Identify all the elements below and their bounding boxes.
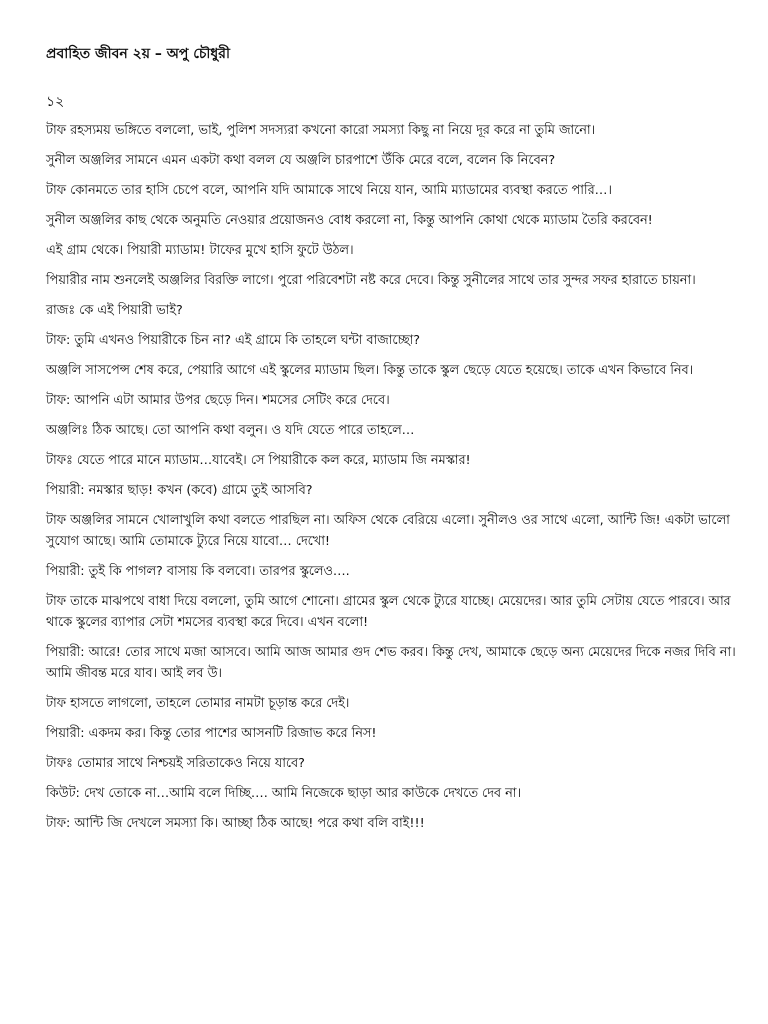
paragraph: টাফ: আন্টি জি দেখলে সমস্যা কি। আচ্ছা ঠিক আছে! পরে কথা বলি বাই!!! (46, 816, 425, 831)
story-text (46, 120, 736, 834)
chapter-number: ১২ (46, 94, 65, 110)
paragraph: টাফ: তুমি এখনও পিয়ারীকে চিন না? এই গ্রামে কি তাহলে ঘন্টা বাজাচ্ছো? (46, 333, 421, 348)
paragraph: পিয়ারীর নাম শুনলেই অঞ্জলির বিরক্তি লাগে। পুরো পরিবেশটা নষ্ট করে দেবে। কিন্তু সুনীলের সাথে তার সুন্দর সফর হারাতে চায়না। (46, 273, 696, 288)
paragraph: রাজঃ কে এই পিয়ারী ভাই? (46, 303, 183, 318)
paragraph: পিয়ারী: একদম কর। কিন্তু তোর পাশের আসনটি রিজাভ করে নিস! (46, 726, 377, 741)
paragraph: টাফ কোনমতে তার হাসি চেপে বলে, আপনি যদি আমাকে সাথে নিয়ে যান, আমি ম্যাডামের ব্যবস্থা করতে পারি…। (46, 183, 613, 198)
paragraph: টাফ অঞ্জলির সামনে খোলাখুলি কথা বলতে পারছিল না। অফিস থেকে বেরিয়ে এলো। সুনীলও ওর সাথে এলো, আন্টি জি! একটা ভালো সুযোগ আছে। আমি তোমাকে ট্যুরে নিয়ে যাবো… দেখো! (46, 513, 730, 549)
paragraph: টাফ হাসতে লাগলো, তাহলে তোমার নামটা চূড়ান্ত করে দেই। (46, 696, 350, 711)
paragraph: টাফ তাকে মাঝপথে বাধা দিয়ে বললো, তুমি আগে শোনো। গ্রামের স্কুল থেকে ট্যুরে যাচ্ছে। মেয়েদের। আর তুমি সেটায় যেতে পারবে। আর থাকে স্কুলের ব্যাপার সেটা শমসের ব্যবস্থা করে দিবে। এখন বলো! (46, 594, 731, 630)
paragraph: সুনীল অঞ্জলির সামনে এমন একটা কথা বলল যে অঞ্জলি চারপাশে উঁকি মেরে বলে, বলেন কি নিবেন? (46, 153, 556, 168)
paragraph: কিউট: দেখ তোকে না…আমি বলে দিচ্ছি…. আমি নিজেকে ছাড়া আর কাউকে দেখতে দেব না। (46, 786, 522, 801)
paragraph: সুনীল অঞ্জলির কাছ থেকে অনুমতি নেওয়ার প্রয়োজনও বোধ করলো না, কিন্তু আপনি কোথা থেকে ম্যাডাম তৈরি করবেন! (46, 213, 653, 228)
paragraph: টাফঃ তোমার সাথে নিশ্চয়ই সরিতাকেও নিয়ে যাবে? (46, 756, 305, 771)
paragraph: টাফঃ যেতে পারে মানে ম্যাডাম…যাবেই। সে পিয়ারীকে কল করে, ম্যাডাম জি নমস্কার! (46, 453, 471, 468)
document-title: প্রবাহিত জীবন ২য় – অপু চৌধুরী (46, 46, 230, 62)
paragraph: পিয়ারী: নমস্কার ছাড়! কখন (কবে) গ্রামে তুই আসবি? (46, 483, 313, 498)
paragraph: টাফ: আপনি এটা আমার উপর ছেড়ে দিন। শমসের সেটিং করে দেবে। (46, 393, 390, 408)
paragraph: টাফ রহস্যময় ভঙ্গিতে বললো, ভাই, পুলিশ সদস্যরা কখনো কারো সমস্যা কিছু না নিয়ে দূর করে না তুমি জানো। (46, 123, 596, 138)
paragraph: এই গ্রাম থেকে। পিয়ারী ম্যাডাম! টাফের মুখে হাসি ফুটে উঠল। (46, 243, 354, 258)
document-page (46, 44, 736, 843)
paragraph: পিয়ারী: তুই কি পাগল? বাসায় কি বলবো। তারপর স্কুলেও…. (46, 564, 350, 579)
paragraph: অঞ্জলিঃ ঠিক আছে। তো আপনি কথা বলুন। ও যদি যেতে পারে তাহলে… (46, 423, 415, 438)
paragraph: অঞ্জলি সাসপেন্স শেষ করে, পেয়ারি আগে এই স্কুলের ম্যাডাম ছিল। কিন্তু তাকে স্কুল ছেড়ে যেতে হয়েছে। তাকে এখন কিভাবে নিব। (46, 363, 694, 378)
paragraph: পিয়ারী: আরে! তোর সাথে মজা আসবে। আমি আজ আমার গুদ শেভ করব। কিন্তু দেখ, আমাকে ছেড়ে অন্য মেয়েদের দিকে নজর দিবি না। আমি জীবন্ত মরে যাব। আই লব উ। (46, 645, 736, 681)
